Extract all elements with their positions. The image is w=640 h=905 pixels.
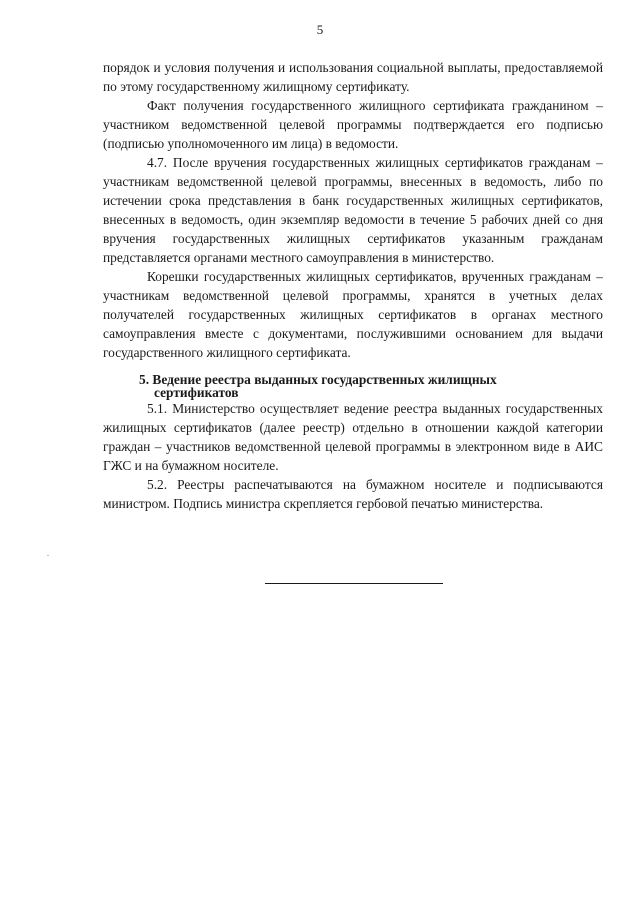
section-5-heading-line2: сертификатов <box>154 385 239 400</box>
end-of-text-rule <box>265 583 443 584</box>
paragraph-stubs-storage: Корешки государственных жилищных сертификатов, врученных гражданам – участникам ведомственной целевой программы, хранятся в учетных делах получателей государственных жилищных сертификатов в органах местного самоуправления вместе с документами, послужившими основанием для выдачи государственного жилищного сертификата. <box>103 269 603 360</box>
paragraph-5-2: 5.2. Реестры распечатываются на бумажном носителе и подписываются министром. Подпись министра скрепляется гербовой печатью министерства. <box>103 477 603 511</box>
section-5-heading <box>103 373 603 399</box>
page-number: 5 <box>316 22 324 37</box>
scan-margin-mark <box>47 555 49 556</box>
paragraph-continuation: порядок и условия получения и использования социальной выплаты, предоставляемой по этому государственному жилищному сертификату. <box>103 60 603 94</box>
document-body <box>103 58 603 513</box>
paragraph-5-1: 5.1. Министерство осуществляет ведение реестра выданных государственных жилищных сертификатов (далее реестр) отдельно в отношении каждой категории граждан – участников ведомственной целевой программы в электронном виде в АИС ГЖС и на бумажном носителе. <box>103 401 603 473</box>
section-5-heading-line1: 5. Ведение реестра выданных государственных жилищных <box>139 372 497 387</box>
paragraph-certificate-receipt: Факт получения государственного жилищного сертификата гражданином – участником ведомственной целевой программы подтверждается его подписью (подписью уполномоченного им лица) в ведомости. <box>103 98 603 151</box>
paragraph-4-7: 4.7. После вручения государственных жилищных сертификатов гражданам – участникам ведомственной целевой программы, внесенных в ведомость, либо по истечении срока представления в банк государственных жилищных сертификатов, внесенных в ведомость, один экземпляр ведомости в течение 5 рабочих дней со дня вручения государственных жилищных сертификатов указанным гражданам представляется органами местного самоуправления в министерство. <box>103 155 603 265</box>
